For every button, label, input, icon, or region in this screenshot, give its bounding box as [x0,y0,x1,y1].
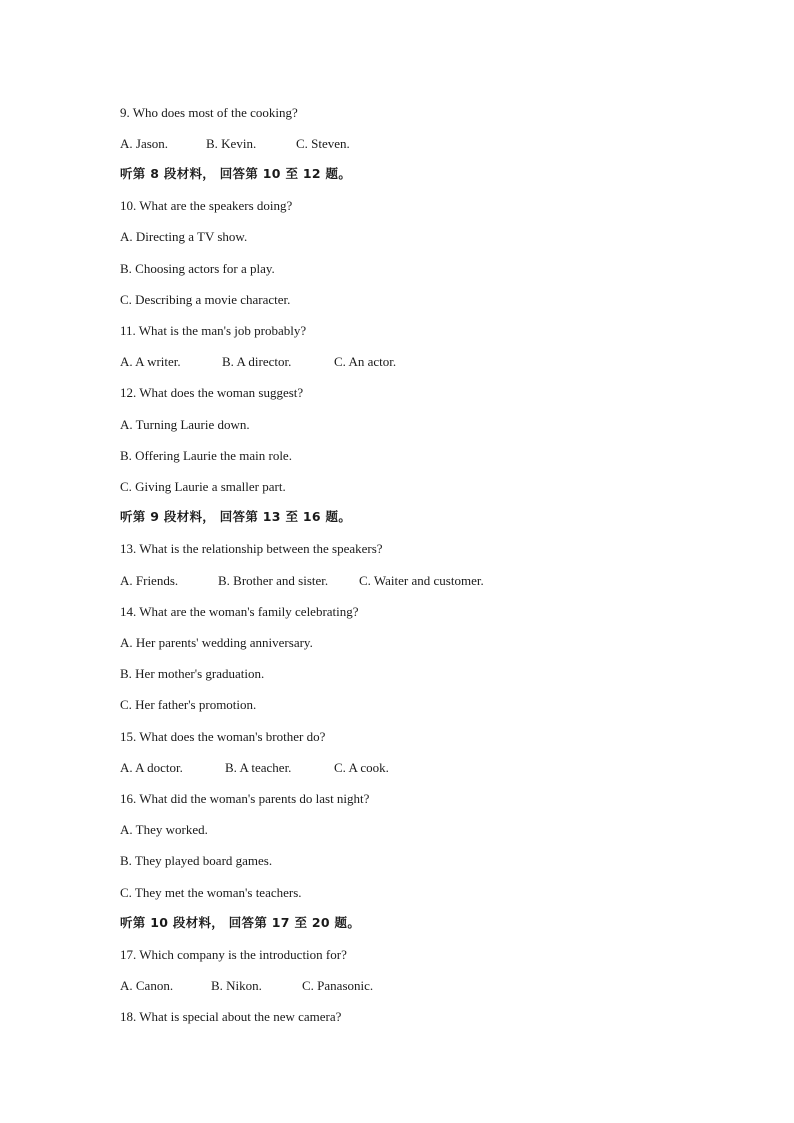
question-11: 11. What is the man's job probably? [120,323,307,338]
question-14-option-c: C. Her father's promotion. [120,697,257,712]
question-17: 17. Which company is the introduction for? [120,947,347,962]
option-b: B. Nikon. [211,978,262,993]
question-16-option-b: B. They played board games. [120,853,273,868]
question-16-option-a: A. They worked. [120,822,208,837]
question-13-options [120,573,484,589]
option-a: A. A doctor. [120,760,183,775]
question-13: 13. What is the relationship between the speakers? [120,541,383,556]
option-a: A. Jason. [120,136,169,151]
option-a: A. Friends. [120,573,179,588]
option-b: B. A director. [222,354,292,369]
option-c: C. A cook. [334,760,389,775]
question-10: 10. What are the speakers doing? [120,198,293,213]
question-14-option-a: A. Her parents' wedding anniversary. [120,635,313,650]
section-heading-9: 听第 9 段材料， 回答第 13 至 16 题。 [120,509,352,524]
question-12-option-b: B. Offering Laurie the main role. [120,448,292,463]
question-12-option-c: C. Giving Laurie a smaller part. [120,479,286,494]
question-9-options [120,136,350,152]
option-a: A. Canon. [120,978,174,993]
option-b: B. Brother and sister. [218,573,329,588]
section-heading-10: 听第 10 段材料， 回答第 17 至 20 题。 [120,915,361,930]
section-heading-8: 听第 8 段材料， 回答第 10 至 12 题。 [120,166,352,181]
question-12: 12. What does the woman suggest? [120,385,304,400]
question-11-options [120,354,396,370]
question-14-option-b: B. Her mother's graduation. [120,666,265,681]
question-14: 14. What are the woman's family celebrating? [120,604,359,619]
option-c: C. Waiter and customer. [359,573,484,588]
option-c: C. Panasonic. [302,978,374,993]
question-16: 16. What did the woman's parents do last night? [120,791,370,806]
question-16-option-c: C. They met the woman's teachers. [120,885,302,900]
question-10-option-c: C. Describing a movie character. [120,292,291,307]
option-b: B. Kevin. [206,136,257,151]
question-15: 15. What does the woman's brother do? [120,729,326,744]
question-10-option-b: B. Choosing actors for a play. [120,261,275,276]
option-b: B. A teacher. [225,760,292,775]
question-10-option-a: A. Directing a TV show. [120,229,248,244]
question-9: 9. Who does most of the cooking? [120,105,298,120]
question-12-option-a: A. Turning Laurie down. [120,417,250,432]
option-c: C. Steven. [296,136,350,151]
question-18: 18. What is special about the new camera? [120,1009,342,1024]
question-17-options [120,978,373,994]
question-15-options [120,760,389,776]
option-a: A. A writer. [120,354,181,369]
option-c: C. An actor. [334,354,397,369]
